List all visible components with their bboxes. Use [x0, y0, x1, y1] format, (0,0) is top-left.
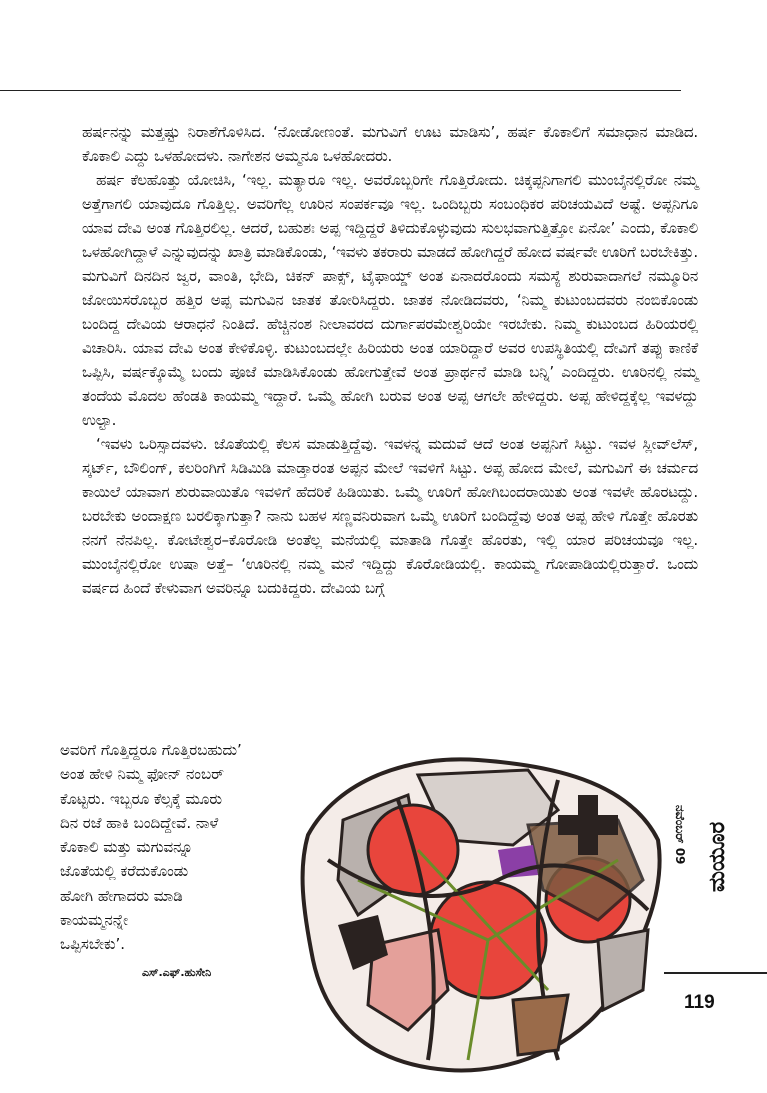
article-wrap-text	[60, 738, 310, 957]
story-illustration	[298, 740, 668, 1080]
wrap-line: ಜೊತೆಯಲ್ಲಿ ಕರೆದುಕೊಂಡು	[60, 862, 189, 881]
wrap-line: ಕಾಯಮ್ಮನನ್ನೇ	[60, 911, 129, 930]
illustration-brown-lower	[513, 995, 568, 1055]
issue-date: ನವೆಂಬರ್ 09	[673, 805, 687, 865]
paragraph-3: ‘ಇವಳು ಒರಿಸ್ಸಾದವಳು. ಜೊತೆಯಲ್ಲಿ ಕೆಲಸ ಮಾಡುತ್ತಿದ್ದೆವು. ಇವಳನ್ನ ಮದುವೆ ಆದೆ ಅಂತ ಅಪ್ಪನಿಗೆ ಸಿಟ್ಟು. ಇವಳ ಸ್ಲೀವ್‌ಲೆಸ್, ಸ್ಕರ್ಟ್, ಬೌಲಿಂಗ್, ಕಲರಿಂಗಿಗೆ ಸಿಡಿಮಿಡಿ ಮಾಡ್ತಾರಂತ ಅಪ್ಪನ ಮೇಲೆ ಇವಳಿಗೆ ಸಿಟ್ಟು. ಅಪ್ಪ ಹೋದ ಮೇಲೆ, ಮಗುವಿಗೆ ಈ ಚರ್ಮದ ಕಾಯಿಲೆ ಯಾವಾಗ ಶುರುವಾಯಿತೊ ಇವಳಿಗೆ ಹೆದರಿಕೆ ಹಿಡಿಯಿತು. ಒಮ್ಮೆ ಊರಿಗೆ ಹೋಗಿಬಂದರಾಯಿತು ಅಂತ ಇವಳೇ ಹೊರಟದ್ದು. ಬರಬೇಕು ಅಂದಾಕ್ಷಣ ಬರಲಿಕ್ಕಾಗುತ್ತಾ? ನಾನು ಬಹಳ ಸಣ್ಣವನಿರುವಾಗ ಒಮ್ಮೆ ಊರಿಗೆ ಬಂದಿದ್ದೆವು ಅಂತ ಅಪ್ಪ ಹೇಳಿ ಗೊತ್ತೇ ಹೊರತು ನನಗೆ ನೆನಪಿಲ್ಲ. ಕೋಟೇಶ್ವರ–ಕೊರೋಡಿ ಅಂತೆಲ್ಲ ಮನೆಯಲ್ಲಿ ಮಾತಾಡಿ ಗೊತ್ತೇ ಹೊರತು, ಇಲ್ಲಿ ಯಾರ ಪರಿಚಯವೂ ಇಲ್ಲ. ಮುಂಬೈನಲ್ಲಿರೋ ಉಷಾ ಅತ್ತೆ– ‘ಊರಿನಲ್ಲಿ ನಮ್ಮ ಮನೆ ಇದ್ದಿದ್ದು ಕೊರೋಡಿಯಲ್ಲಿ. ಕಾಯಮ್ಮ ಗೋಪಾಡಿಯಲ್ಲಿರುತ್ತಾರೆ. ಒಂದು ವರ್ಷದ ಹಿಂದೆ ಕೇಳುವಾಗ ಅವರಿನ್ನೂ ಬದುಕಿದ್ದರು. ದೇವಿಯ ಬಗ್ಗೆ	[82, 435, 698, 597]
wrap-line: ಕೊಟ್ಟರು. ಇಬ್ಬರೂ ಕೆಲ್ಸಕ್ಕೆ ಮೂರು	[60, 789, 223, 808]
illustration-right-block	[598, 930, 648, 1010]
top-rule	[0, 90, 681, 91]
wrap-line: ಕೊಕಾಲಿ ಮತ್ತು ಮಗುವನ್ನೂ	[60, 838, 194, 857]
paragraph-1: ಹರ್ಷನನ್ನು ಮತ್ತಷ್ಟು ನಿರಾಶೆಗೊಳಿಸಿದ. ‘ನೋಡೋಣಂತೆ. ಮಗುವಿಗೆ ಊಟ ಮಾಡಿಸು’, ಹರ್ಷ ಕೊಕಾಲಿಗೆ ಸಮಾಧಾನ ಮಾಡಿದ. ಕೊಕಾಲಿ ಎದ್ದು ಒಳಹೋದಳು. ನಾಗೇಶನ ಅಮ್ಮನೂ ಒಳಹೋದರು.	[82, 123, 698, 165]
page-number: 119	[684, 992, 715, 1013]
wrap-line: ದಿನ ರಜೆ ಹಾಕಿ ಬಂದಿದ್ದೇವೆ. ನಾಳೆ	[60, 813, 219, 832]
paragraph-2: ಹರ್ಷ ಕೆಲಹೊತ್ತು ಯೋಚಿಸಿ, ‘ಇಲ್ಲ. ಮತ್ಯಾರೂ ಇಲ್ಲ. ಅವರೊಬ್ಬರಿಗೇ ಗೊತ್ತಿರೋದು. ಚಿಕ್ಕಪ್ಪನಿಗಾಗಲಿ ಮುಂಬೈನಲ್ಲಿರೋ ನಮ್ಮ ಅತ್ತೆಗಾಗಲಿ ಯಾವುದೂ ಗೊತ್ತಿಲ್ಲ. ಅವರಿಗೆಲ್ಲ ಊರಿನ ಸಂಪರ್ಕವೂ ಇಲ್ಲ. ಒಂದಿಬ್ಬರು ಸಂಬಂಧಿಕರ ಪರಿಚಯವಿದೆ ಅಷ್ಟೆ. ಅಪ್ಪನಿಗೂ ಯಾವ ದೇವಿ ಅಂತ ಗೊತ್ತಿರಲಿಲ್ಲ. ಆದರೆ, ಬಹುಶಃ ಅಪ್ಪ ಇದ್ದಿದ್ದರೆ ತಿಳಿದುಕೊಳ್ಳುವುದು ಸುಲಭವಾಗುತ್ತಿತ್ತೋ ಏನೋ’ ಎಂದು, ಕೊಕಾಲಿ ಒಳಹೋಗಿದ್ದಾಳೆ ಎನ್ನುವುದನ್ನು ಖಾತ್ರಿ ಮಾಡಿಕೊಂಡು, ‘ಇವಳು ತಕರಾರು ಮಾಡದೆ ಹೋಗಿದ್ದರೆ ಹೋದ ವರ್ಷವೇ ಊರಿಗೆ ಬರಬೇಕಿತ್ತು. ಮಗುವಿಗೆ ದಿನದಿನ ಜ್ವರ, ವಾಂತಿ, ಭೇದಿ, ಚಿಕನ್ ಪಾಕ್ಸ್, ಟೈಫಾಯ್ಡ್ ಅಂತ ಏನಾದರೊಂದು ಸಮಸ್ಯೆ ಶುರುವಾದಾಗಲೆ ನಮ್ಮೂರಿನ ಜೋಯಿಸರೊಬ್ಬರ ಹತ್ತಿರ ಅಪ್ಪ ಮಗುವಿನ ಜಾತಕ ತೋರಿಸಿದ್ದರು. ಜಾತಕ ನೋಡಿದವರು, ‘ನಿಮ್ಮ ಕುಟುಂಬದವರು ನಂಬಿಕೊಂಡು ಬಂದಿದ್ದ ದೇವಿಯ ಆರಾಧನೆ ನಿಂತಿದೆ. ಹೆಚ್ಚಿನಂಶ ನೀಲಾವರದ ದುರ್ಗಾಪರಮೇಶ್ವರಿಯೇ ಇರಬೇಕು. ನಿಮ್ಮ ಕುಟುಂಬದ ಹಿರಿಯರಲ್ಲಿ ವಿಚಾರಿಸಿ. ಯಾವ ದೇವಿ ಅಂತ ಕೇಳಿಕೊಳ್ಳಿ. ಕುಟುಂಬದಲ್ಲೇ ಹಿರಿಯರು ಅಂತ ಯಾರಿದ್ದಾರೆ ಅವರ ಉಪಸ್ಥಿತಿಯಲ್ಲಿ ದೇವಿಗೆ ತಪ್ಪು ಕಾಣಿಕೆ ಒಪ್ಪಿಸಿ, ವರ್ಷಕ್ಕೊಮ್ಮೆ ಬಂದು ಪೂಜೆ ಮಾಡಿಸಿಕೊಂಡು ಹೋಗುತ್ತೇವೆ ಅಂತ ಪ್ರಾರ್ಥನೆ ಮಾಡಿ ಬನ್ನಿ’ ಎಂದಿದ್ದರು. ಊರಿನಲ್ಲಿ ನಮ್ಮ ತಂದೆಯ ಮೊದಲ ಹೆಂಡತಿ ಕಾಯಮ್ಮ ಇದ್ದಾರೆ. ಒಮ್ಮೆ ಹೋಗಿ ಬರುವ ಅಂತ ಅಪ್ಪ ಆಗಲೇ ಹೇಳಿದ್ದರು. ಅಪ್ಪ ಹೇಳಿದ್ದಕ್ಕೆಲ್ಲ ಇವಳದ್ದು ಉಲ್ಟಾ.	[82, 171, 698, 429]
magazine-logo: ಮಯೂರ	[704, 821, 730, 892]
bottom-rule	[664, 972, 767, 974]
wrap-line: ಅವರಿಗೆ ಗೊತ್ತಿದ್ದರೂ ಗೊತ್ತಿರಬಹುದು’	[60, 741, 242, 759]
article-body	[82, 120, 698, 600]
wrap-line: ಒಪ್ಪಿಸಬೇಕು’.	[60, 935, 126, 954]
wrap-line: ಅಂತ ಹೇಳಿ ನಿಮ್ಮ ಫೋನ್ ನಂಬರ್	[60, 765, 224, 784]
wrap-line: ಹೋಗಿ ಹೇಗಾದರು ಮಾಡಿ	[60, 886, 183, 905]
author-byline: ಎಸ್.ಎಫ್.ಹುಸೇನಿ	[142, 966, 212, 979]
